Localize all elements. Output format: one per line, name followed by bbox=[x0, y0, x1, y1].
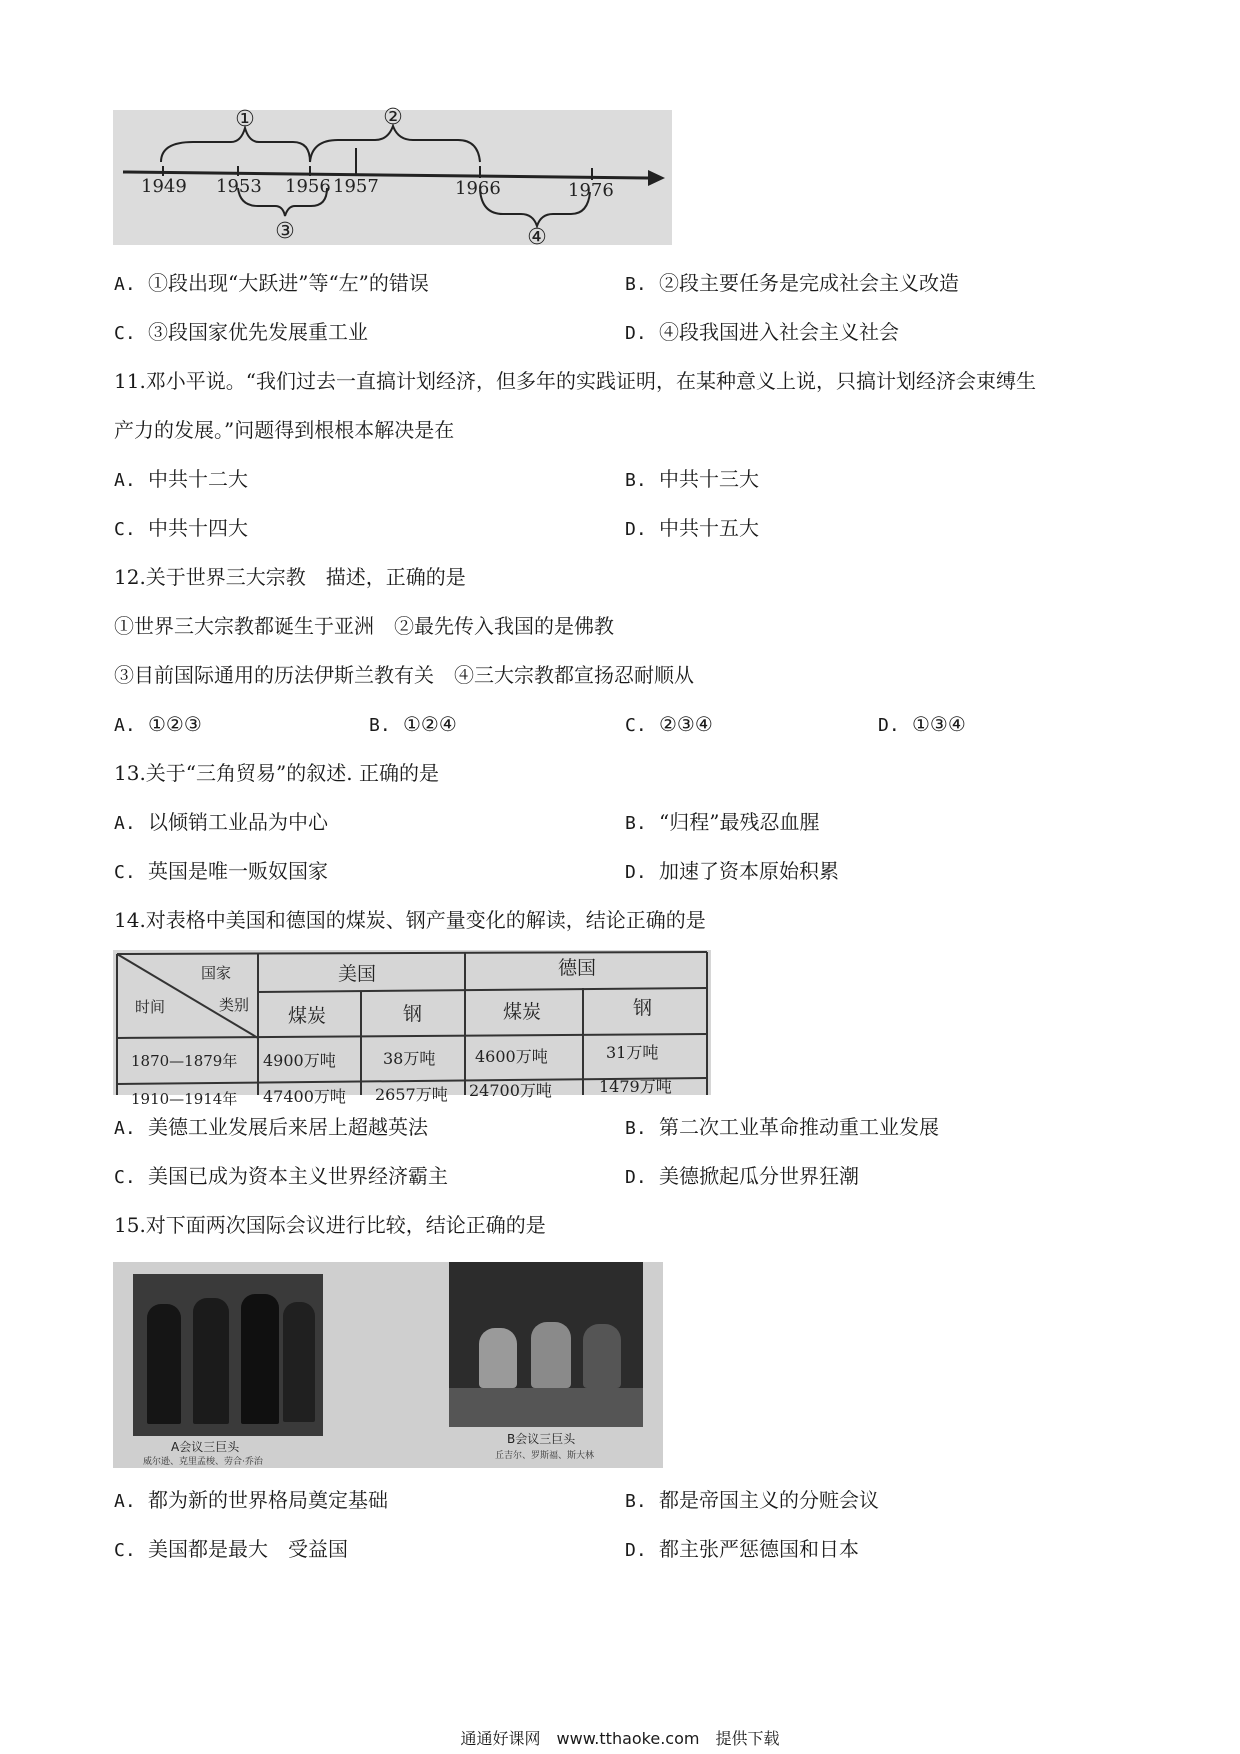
timeline-svg bbox=[113, 105, 672, 250]
option-a[interactable]: A. ①段出现“大跃进”等“左”的错误 bbox=[114, 271, 429, 295]
option-a[interactable]: A. 美德工业发展后来居上超越英法 bbox=[114, 1115, 428, 1139]
question-15-stem: 15.对下面两次国际会议进行比较，结论正确的是 bbox=[114, 1213, 546, 1237]
photo-b-names: 丘吉尔、罗斯福、斯大林 bbox=[495, 1451, 595, 1461]
table-cell: 47400万吨 bbox=[263, 1087, 346, 1106]
photo-a-names: 威尔逊、克里孟梭、劳合·乔治 bbox=[143, 1457, 263, 1467]
option-b[interactable]: B. 第二次工业革命推动重工业发展 bbox=[625, 1115, 939, 1139]
option-a[interactable]: A. 中共十二大 bbox=[114, 467, 248, 491]
photo-a-caption: A会议三巨头 bbox=[171, 1440, 240, 1454]
year-label: 1956 bbox=[285, 176, 331, 197]
table-cell: 4900万吨 bbox=[263, 1051, 336, 1070]
table-col-steel-de: 钢 bbox=[633, 997, 653, 1019]
option-c[interactable]: C. ②③④ bbox=[625, 712, 713, 736]
option-b[interactable]: B. ①②④ bbox=[369, 712, 457, 736]
option-a[interactable]: A. ①②③ bbox=[114, 712, 202, 736]
table-cell: 24700万吨 bbox=[469, 1081, 552, 1100]
option-c[interactable]: C. 英国是唯一贩奴国家 bbox=[114, 859, 328, 883]
question-14-stem: 14.对表格中美国和德国的煤炭、钢产量变化的解读，结论正确的是 bbox=[114, 908, 706, 932]
question-13-stem: 13.关于“三角贸易”的叙述. 正确的是 bbox=[114, 761, 439, 785]
option-b[interactable]: B. “归程”最残忍血腥 bbox=[625, 810, 820, 834]
table-cell: 1870—1879年 bbox=[131, 1052, 238, 1070]
timeline-axis bbox=[123, 172, 648, 178]
timeline-figure bbox=[113, 105, 672, 250]
option-d[interactable]: D. 中共十五大 bbox=[625, 516, 759, 540]
question-11-stem-cont: 产力的发展。”问题得到根根本解决是在 bbox=[114, 418, 455, 442]
photo-b bbox=[449, 1262, 643, 1427]
option-c[interactable]: C. 美国已成为资本主义世界经济霸主 bbox=[114, 1164, 448, 1188]
option-c[interactable]: C. ③段国家优先发展重工业 bbox=[114, 320, 368, 344]
brace-2 bbox=[310, 126, 480, 162]
option-d[interactable]: D. 加速了资本原始积累 bbox=[625, 859, 839, 883]
table-col-steel-us: 钢 bbox=[403, 1003, 423, 1025]
option-d[interactable]: D. 都主张严惩德国和日本 bbox=[625, 1537, 859, 1561]
question-12-stem: 12.关于世界三大宗教 描述，正确的是 bbox=[114, 565, 466, 589]
year-label: 1949 bbox=[141, 176, 187, 197]
option-a[interactable]: A. 以倾销工业品为中心 bbox=[114, 810, 328, 834]
table-col-coal-de: 煤炭 bbox=[503, 1001, 542, 1023]
option-c[interactable]: C. 中共十四大 bbox=[114, 516, 248, 540]
question-12-statements-1: ①世界三大宗教都诞生于亚洲 ②最先传入我国的是佛教 bbox=[114, 614, 614, 638]
year-label: 1966 bbox=[455, 178, 501, 199]
timeline-arrow bbox=[648, 170, 665, 186]
option-b[interactable]: B. 中共十三大 bbox=[625, 467, 759, 491]
production-table-svg bbox=[113, 950, 711, 1108]
option-b[interactable]: B. ②段主要任务是完成社会主义改造 bbox=[625, 271, 959, 295]
question-11-stem: 11.邓小平说。“我们过去一直搞计划经济，但多年的实践证明，在某种意义上说，只搞计划经济会束缚生 bbox=[114, 369, 1037, 393]
year-label: 1953 bbox=[216, 176, 262, 197]
production-table-photo bbox=[113, 950, 711, 1108]
conference-photos bbox=[113, 1262, 663, 1468]
question-12-statements-2: ③目前国际通用的历法伊斯兰教有关 ④三大宗教都宣扬忍耐顺从 bbox=[114, 663, 694, 687]
table-col-coal-us: 煤炭 bbox=[288, 1005, 327, 1027]
segment-label-3: ③ bbox=[275, 219, 295, 244]
option-b[interactable]: B. 都是帝国主义的分赃会议 bbox=[625, 1488, 879, 1512]
option-d[interactable]: D. ④段我国进入社会主义社会 bbox=[625, 320, 899, 344]
option-a[interactable]: A. 都为新的世界格局奠定基础 bbox=[114, 1488, 388, 1512]
brace-1 bbox=[161, 128, 310, 162]
table-header-de: 德国 bbox=[558, 957, 597, 979]
page-footer: 通通好课网 www.tthaoke.com 提供下载 bbox=[460, 1729, 780, 1748]
photo-b-caption: B会议三巨头 bbox=[507, 1432, 576, 1446]
table-cell: 38万吨 bbox=[383, 1049, 436, 1068]
table-header-us: 美国 bbox=[338, 963, 377, 985]
option-c[interactable]: C. 美国都是最大 受益国 bbox=[114, 1537, 348, 1561]
table-corner-country: 国家 bbox=[201, 964, 232, 982]
table-cell: 2657万吨 bbox=[375, 1085, 448, 1104]
year-label: 1976 bbox=[568, 180, 614, 201]
photo-a bbox=[133, 1274, 323, 1436]
table-cell: 1910—1914年 bbox=[131, 1090, 238, 1108]
table-cell: 31万吨 bbox=[606, 1043, 659, 1062]
segment-label-1: ① bbox=[235, 107, 255, 132]
table-corner-time: 时间 bbox=[135, 998, 166, 1016]
table-cell: 4600万吨 bbox=[475, 1047, 548, 1066]
option-d[interactable]: D. 美德掀起瓜分世界狂潮 bbox=[625, 1164, 859, 1188]
year-label: 1957 bbox=[333, 176, 379, 197]
segment-label-2: ② bbox=[383, 105, 403, 130]
segment-label-4: ④ bbox=[527, 225, 547, 250]
option-d[interactable]: D. ①③④ bbox=[878, 712, 966, 736]
table-cell: 1479万吨 bbox=[599, 1077, 672, 1096]
table-corner-category: 类别 bbox=[219, 996, 250, 1014]
